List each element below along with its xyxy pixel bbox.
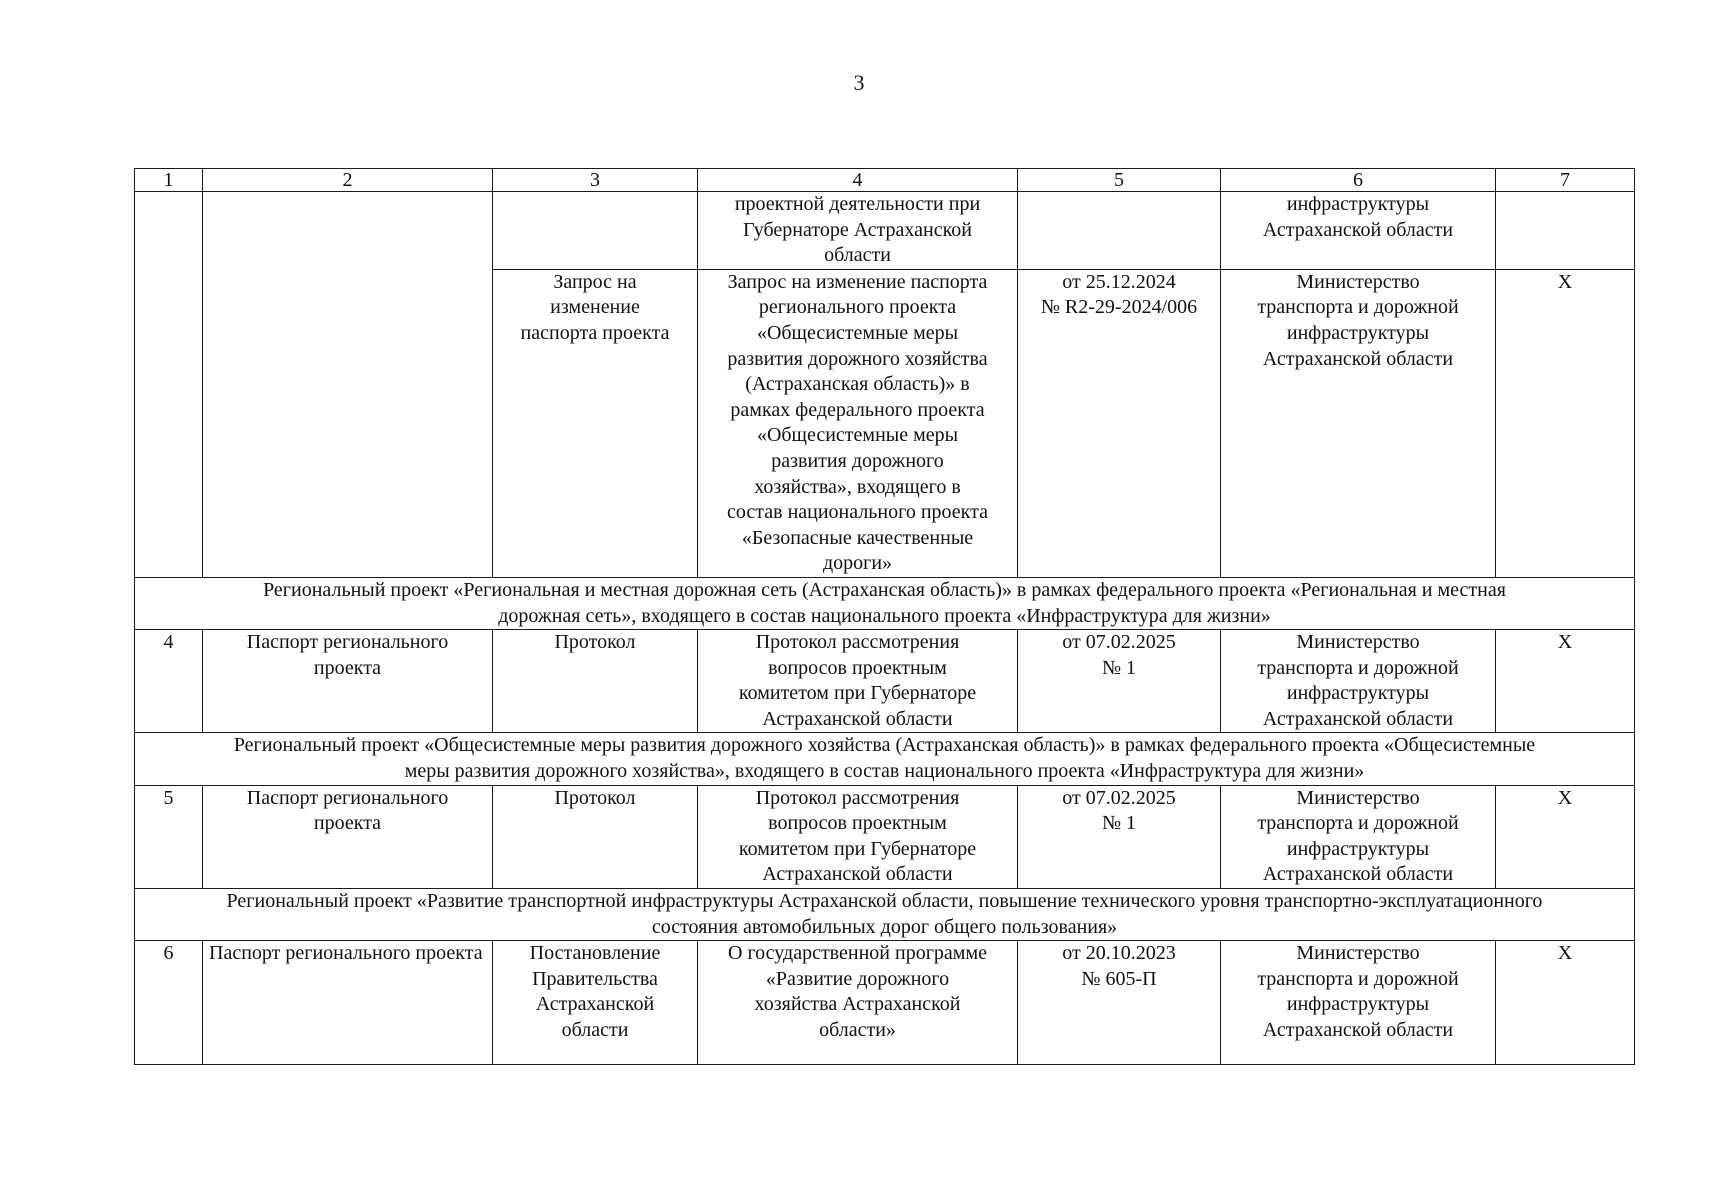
cell-doc: Паспорт регионального проекта bbox=[203, 785, 493, 888]
cell-mark-continued bbox=[1496, 192, 1635, 270]
header-col-2: 2 bbox=[203, 169, 493, 192]
cell-title-continued: проектной деятельности при Губернаторе Астраханской области bbox=[698, 192, 1018, 270]
section-title: Региональный проект «Развитие транспортной инфраструктуры Астраханской области, повышение технического уровня транспортно-эксплуатационного состояния автомобильных дорог общего пользования» bbox=[135, 889, 1635, 941]
header-row bbox=[135, 169, 1635, 192]
cell-type: Протокол bbox=[493, 630, 698, 733]
cell-mark: X bbox=[1496, 941, 1635, 1064]
cell-mark-request: X bbox=[1496, 269, 1635, 577]
cell-doc-continued bbox=[203, 192, 493, 578]
cell-date-continued bbox=[1018, 192, 1221, 270]
header-col-1: 1 bbox=[135, 169, 203, 192]
cell-title: Протокол рассмотрения вопросов проектным комитетом при Губернаторе Астраханской области bbox=[698, 785, 1018, 888]
header-col-3: 3 bbox=[493, 169, 698, 192]
cell-type-continued bbox=[493, 192, 698, 270]
cell-num: 4 bbox=[135, 630, 203, 733]
table-row bbox=[135, 785, 1635, 888]
cell-title-request: Запрос на изменение паспорта регионального проекта «Общесистемные меры развития дорожного хозяйства (Астраханская область)» в рамках федерального проекта «Общесистемные меры развития дорожного хозяйства», входящего в состав национального проекта «Безопасные качественные дороги» bbox=[698, 269, 1018, 577]
table-row bbox=[135, 630, 1635, 733]
cell-type: Постановление Правительства Астраханской области bbox=[493, 941, 698, 1064]
cell-date-request: от 25.12.2024 № R2-29-2024/006 bbox=[1018, 269, 1221, 577]
cell-title: Протокол рассмотрения вопросов проектным комитетом при Губернаторе Астраханской области bbox=[698, 630, 1018, 733]
table-row bbox=[135, 941, 1635, 1064]
section-title: Региональный проект «Региональная и местная дорожная сеть (Астраханская область)» в рамках федерального проекта «Региональная и местная дорожная сеть», входящего в состав национального проекта «Инфраструктура для жизни» bbox=[135, 577, 1635, 629]
cell-doc: Паспорт регионального проекта bbox=[203, 630, 493, 733]
cell-type: Протокол bbox=[493, 785, 698, 888]
page-number: 3 bbox=[853, 70, 865, 95]
cell-date: от 07.02.2025 № 1 bbox=[1018, 630, 1221, 733]
cell-org: Министерство транспорта и дорожной инфраструктуры Астраханской области bbox=[1221, 941, 1496, 1064]
continuation-row bbox=[135, 192, 1635, 270]
documents-table bbox=[134, 168, 1635, 1065]
cell-date: от 07.02.2025 № 1 bbox=[1018, 785, 1221, 888]
header-col-7: 7 bbox=[1496, 169, 1635, 192]
cell-num: 5 bbox=[135, 785, 203, 888]
header-col-6: 6 bbox=[1221, 169, 1496, 192]
section-header-row bbox=[135, 577, 1635, 629]
cell-mark: X bbox=[1496, 630, 1635, 733]
cell-type-request: Запрос на изменение паспорта проекта bbox=[493, 269, 698, 577]
cell-doc: Паспорт регионального проекта bbox=[203, 941, 493, 1064]
cell-num: 6 bbox=[135, 941, 203, 1064]
cell-org-request: Министерство транспорта и дорожной инфраструктуры Астраханской области bbox=[1221, 269, 1496, 577]
section-header-row bbox=[135, 889, 1635, 941]
cell-title: О государственной программе «Развитие дорожного хозяйства Астраханской области» bbox=[698, 941, 1018, 1064]
cell-mark: X bbox=[1496, 785, 1635, 888]
header-col-5: 5 bbox=[1018, 169, 1221, 192]
section-title: Региональный проект «Общесистемные меры развития дорожного хозяйства (Астраханская область)» в рамках федерального проекта «Общесистемные меры развития дорожного хозяйства», входящего в состав национального проекта «Инфраструктура для жизни» bbox=[135, 733, 1635, 785]
cell-org: Министерство транспорта и дорожной инфраструктуры Астраханской области bbox=[1221, 630, 1496, 733]
header-col-4: 4 bbox=[698, 169, 1018, 192]
cell-org-continued: инфраструктуры Астраханской области bbox=[1221, 192, 1496, 270]
cell-date: от 20.10.2023 № 605-П bbox=[1018, 941, 1221, 1064]
cell-num-continued bbox=[135, 192, 203, 578]
section-header-row bbox=[135, 733, 1635, 785]
cell-org: Министерство транспорта и дорожной инфраструктуры Астраханской области bbox=[1221, 785, 1496, 888]
